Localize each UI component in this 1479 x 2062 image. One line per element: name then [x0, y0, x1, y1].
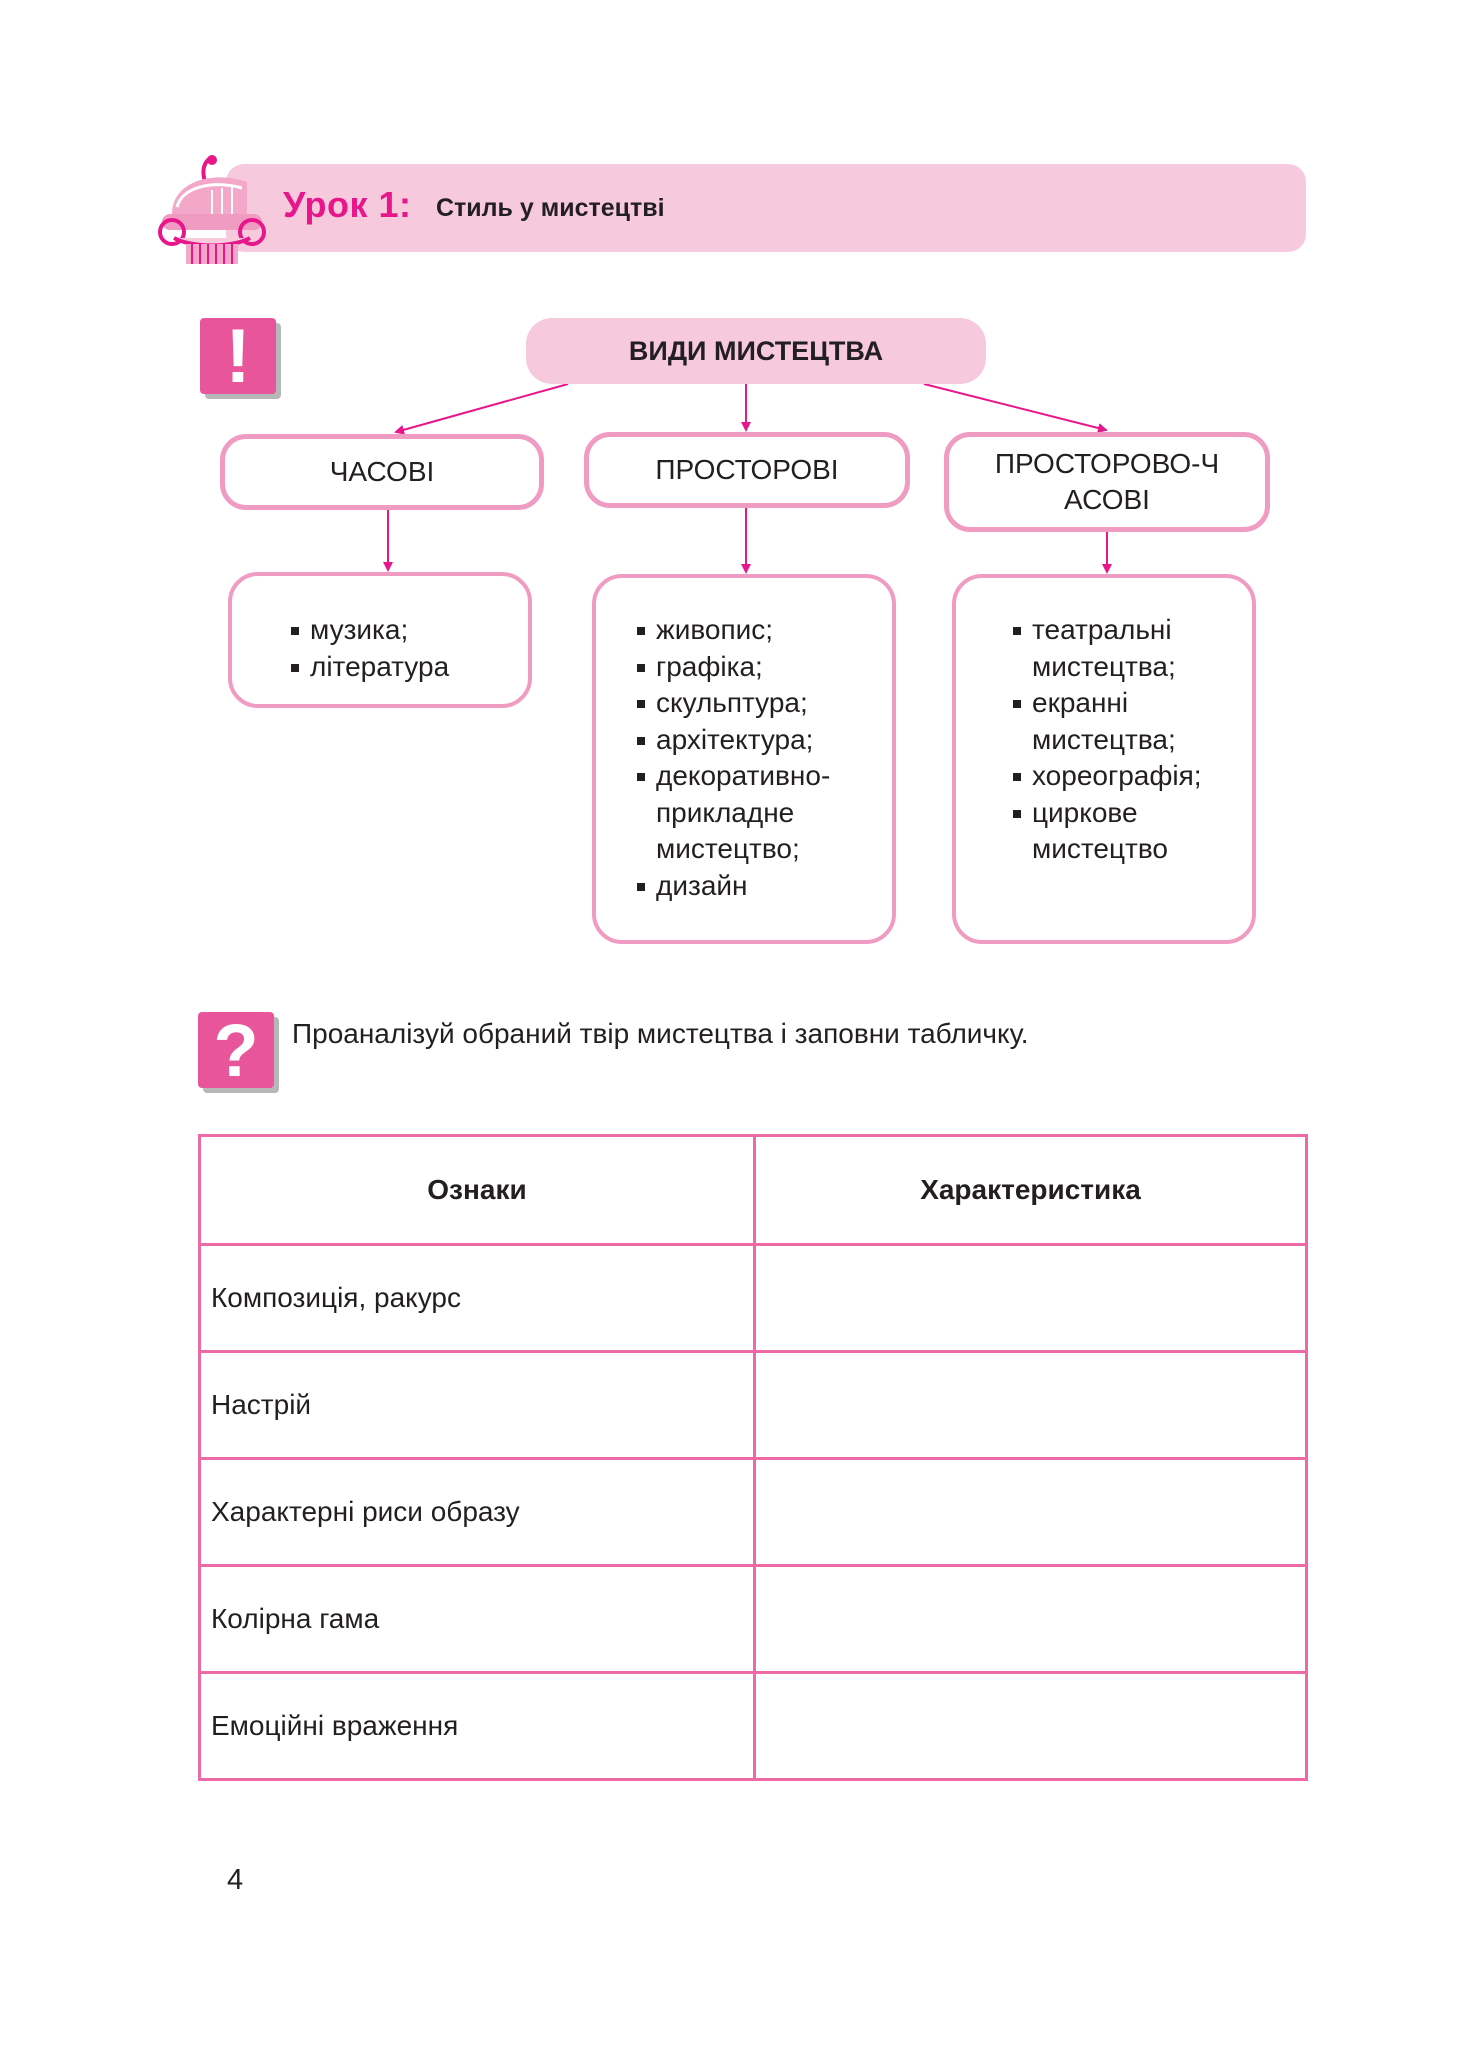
table-header-features: Ознаки	[200, 1136, 755, 1245]
exclamation-icon: !	[200, 318, 276, 394]
category-space: ПРОСТОРОВІ	[584, 432, 910, 508]
table-header-characteristic: Характеристика	[755, 1136, 1307, 1245]
list-item: архітектура;	[636, 722, 856, 759]
table-header-row	[200, 1136, 1307, 1245]
arrow-root-to-spacetime	[924, 384, 1106, 430]
list-item: циркове мистецтво	[1012, 795, 1212, 868]
table-cell-answer[interactable]	[755, 1673, 1307, 1780]
arrow-root-to-time	[396, 384, 568, 432]
table-cell-feature: Емоційні враження	[200, 1673, 755, 1780]
table-cell-feature: Характерні риси образу	[200, 1459, 755, 1566]
table-row	[200, 1245, 1307, 1352]
table-cell-answer[interactable]	[755, 1566, 1307, 1673]
table-row	[200, 1673, 1307, 1780]
table-cell-answer[interactable]	[755, 1245, 1307, 1352]
table-cell-feature: Колірна гама	[200, 1566, 755, 1673]
list-item: графіка;	[636, 649, 856, 686]
analysis-table	[198, 1134, 1308, 1781]
list-item: екранні мистецтва;	[1012, 685, 1212, 758]
items-space	[592, 574, 896, 944]
page-number: 4	[227, 1864, 244, 1896]
category-time: ЧАСОВІ	[220, 434, 544, 510]
question-icon: ?	[198, 1012, 274, 1088]
list-item: скульптура;	[636, 685, 856, 722]
list-item: хореографія;	[1012, 758, 1212, 795]
table-cell-feature: Композиція, ракурс	[200, 1245, 755, 1352]
table-row	[200, 1566, 1307, 1673]
table-cell-answer[interactable]	[755, 1352, 1307, 1459]
category-spacetime	[944, 432, 1270, 532]
list-item: живопис;	[636, 612, 856, 649]
list-item: література	[290, 649, 528, 686]
lyre-column-logo-icon	[152, 152, 272, 270]
lesson-number: Урок 1:	[283, 184, 412, 225]
list-item: дизайн	[636, 868, 856, 905]
table-row	[200, 1352, 1307, 1459]
items-spacetime	[952, 574, 1256, 944]
list-item: музика;	[290, 612, 528, 649]
table-cell-feature: Настрій	[200, 1352, 755, 1459]
lesson-title: Стиль у мистецтві	[436, 194, 665, 222]
task-prompt: Проаналізуй обраний твір мистецтва і заповни табличку.	[292, 1018, 1029, 1049]
category-spacetime-label: ПРОСТОРОВО-ЧАСОВІ	[994, 448, 1220, 515]
list-item: декоративно-прикладне мистецтво;	[636, 758, 856, 868]
table-cell-answer[interactable]	[755, 1459, 1307, 1566]
diagram-root: ВИДИ МИСТЕЦТВА	[526, 318, 986, 384]
table-row	[200, 1459, 1307, 1566]
items-time	[228, 572, 532, 708]
list-item: театральні мистецтва;	[1012, 612, 1212, 685]
